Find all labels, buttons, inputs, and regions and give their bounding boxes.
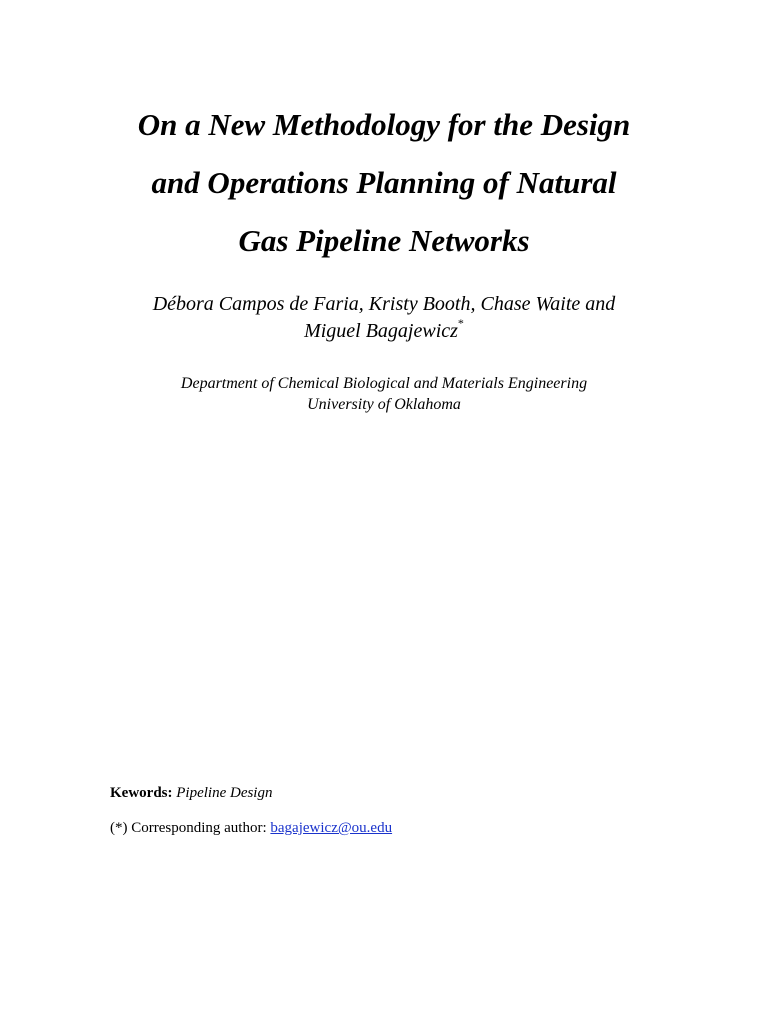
affiliation bbox=[0, 373, 768, 415]
corresponding-author-label: (*) Corresponding author: bbox=[110, 820, 267, 836]
corresponding-author-mark: * bbox=[457, 316, 464, 330]
paper-title bbox=[0, 96, 768, 270]
department-name: Department of Chemical Biological and Materials Engineering bbox=[180, 375, 588, 392]
title-line-2: and Operations Planning of Natural bbox=[151, 165, 617, 200]
title-line-1: On a New Methodology for the Design bbox=[137, 107, 631, 142]
corresponding-author-line bbox=[110, 818, 392, 838]
authors-line-1: Débora Campos de Faria, Kristy Booth, Chase Waite and bbox=[152, 293, 616, 315]
keywords-value: Pipeline Design bbox=[176, 785, 273, 801]
title-line-3: Gas Pipeline Networks bbox=[238, 223, 530, 258]
author-list bbox=[0, 291, 768, 345]
authors-line-2 bbox=[0, 318, 768, 345]
keywords-line bbox=[110, 783, 272, 803]
university-name: University of Oklahoma bbox=[307, 396, 461, 413]
author-name-bagajewicz: Miguel Bagajewicz bbox=[304, 320, 458, 342]
corresponding-author-email-link[interactable]: bagajewicz@ou.edu bbox=[270, 820, 393, 836]
keywords-label: Kewords: bbox=[110, 785, 173, 801]
